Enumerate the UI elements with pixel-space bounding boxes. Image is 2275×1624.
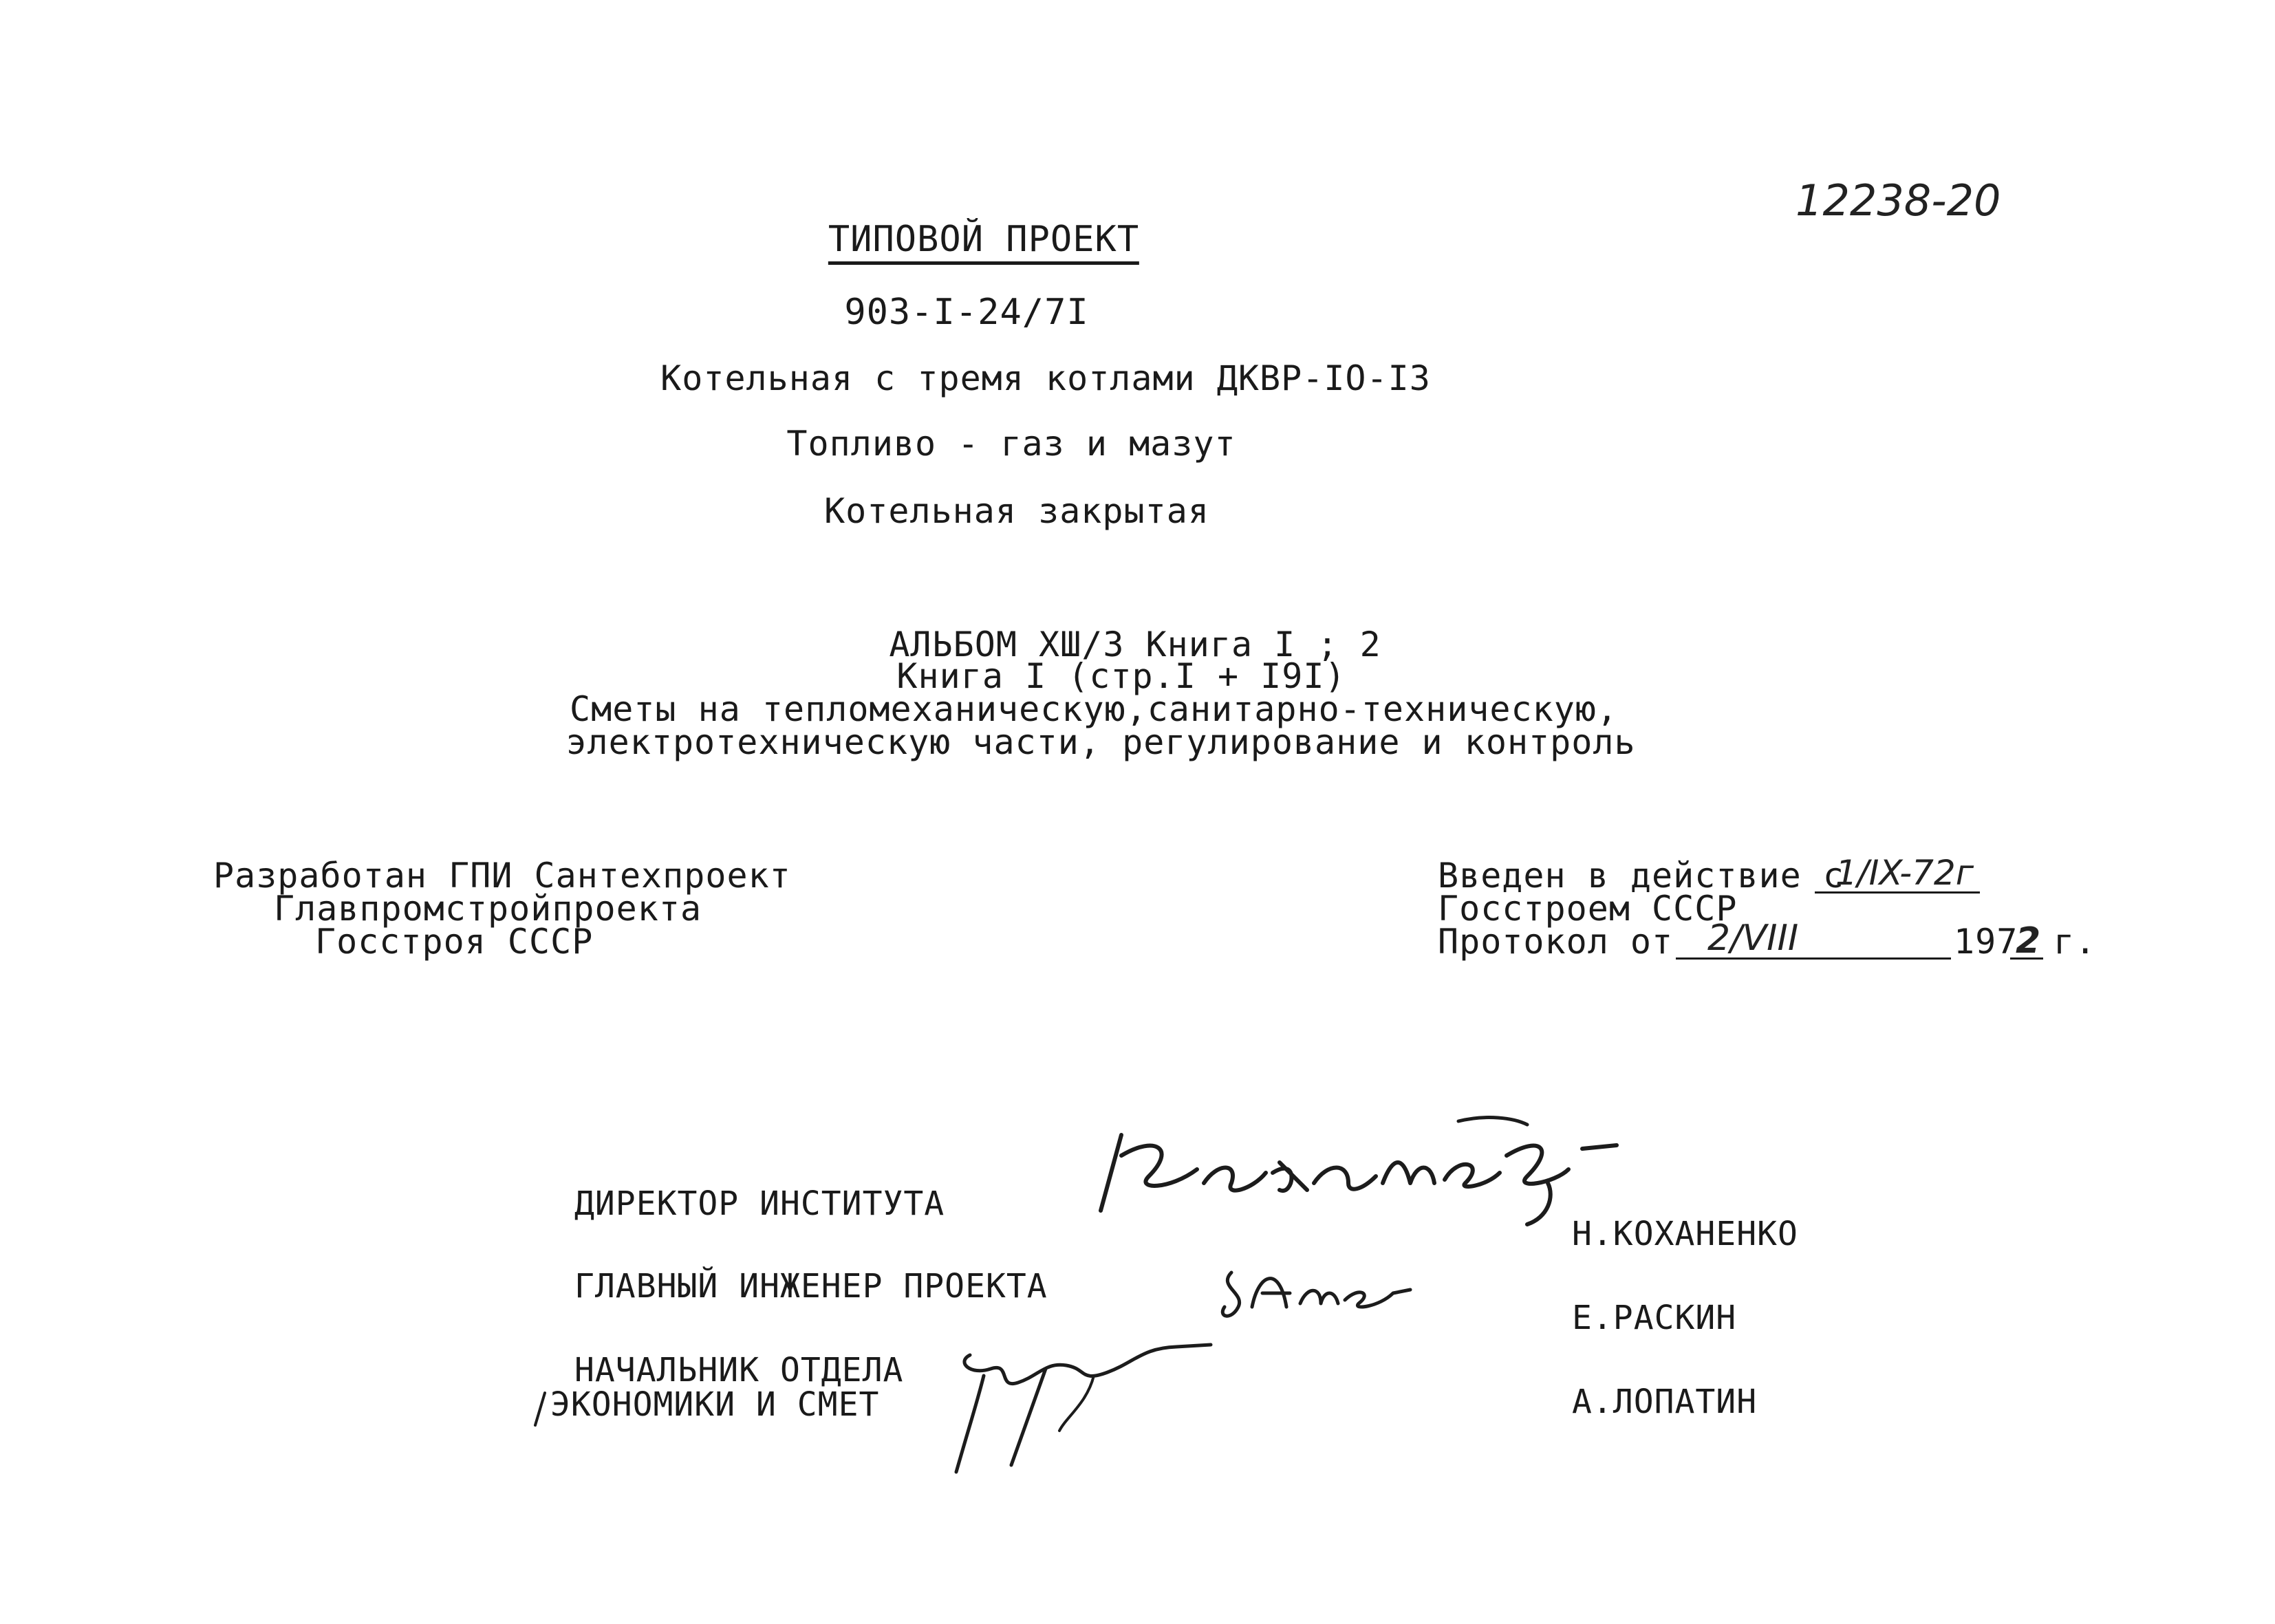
developer-line-1: Разработан ГПИ Сантехпроект	[213, 856, 791, 896]
signatory-position-department-head-line-2: ЭКОНОМИКИ И СМЕТ	[550, 1385, 880, 1424]
book-pages: Книга I (стр.I + I9I)	[896, 656, 1346, 696]
margin-tick-mark	[530, 1389, 550, 1431]
album-label: АЛЬБОМ ХШ/3 Книга I ; 2	[889, 625, 1381, 664]
archive-number: 12238-20	[1796, 175, 2001, 226]
signatory-position-director: ДИРЕКТОР ИНСТИТУТА	[574, 1184, 945, 1223]
signatory-name-director: Н.КОХАНЕНКО	[1572, 1215, 1798, 1253]
protocol-year-suffix: г.	[2053, 922, 2097, 962]
developer-line-3: Госстроя СССР	[315, 922, 594, 962]
album-description-line-2: электротехническую части, регулирование и контроль	[565, 722, 1636, 762]
signatory-position-chief-engineer: ГЛАВНЫЙ ИНЖЕНЕР ПРОЕКТА	[574, 1267, 1048, 1306]
effective-date-label: Введен в действие с	[1438, 856, 1844, 896]
album-description-line-1: Сметы на тепломеханическую,санитарно-техническую,	[569, 689, 1619, 729]
fuel-type: Топливо - газ и мазут	[786, 424, 1236, 464]
document-type-label: ТИПОВОЙ ПРОЕКТ	[828, 221, 1139, 265]
protocol-year-line	[2010, 957, 2043, 960]
signatory-position-department-head: НАЧАЛЬНИК ОТДЕЛА	[574, 1351, 904, 1389]
developer-line-2: Главпромстройпроекта	[274, 889, 702, 929]
effective-date-value: 1/IX-72г	[1835, 853, 1974, 893]
signatory-name-department-head: А.ЛОПАТИН	[1572, 1383, 1758, 1421]
project-title: Котельная с тремя котлами ДКВР-IO-I3	[660, 358, 1431, 398]
protocol-date-value: 2/VIII	[1707, 918, 1799, 959]
boiler-house-type: Котельная закрытая	[824, 491, 1209, 531]
director-signature	[1073, 1107, 1624, 1245]
protocol-label: Протокол от	[1438, 922, 1674, 962]
protocol-year-prefix: 197	[1954, 922, 2018, 962]
approving-authority: Госстроем СССР	[1438, 889, 1738, 929]
project-code: 903-I-24/7I	[844, 292, 1089, 333]
protocol-year-digit: 2	[2016, 920, 2041, 962]
chief-engineer-signature	[1211, 1252, 1431, 1334]
department-head-signature	[929, 1334, 1231, 1500]
signatory-name-chief-engineer: Е.РАСКИН	[1572, 1299, 1737, 1337]
